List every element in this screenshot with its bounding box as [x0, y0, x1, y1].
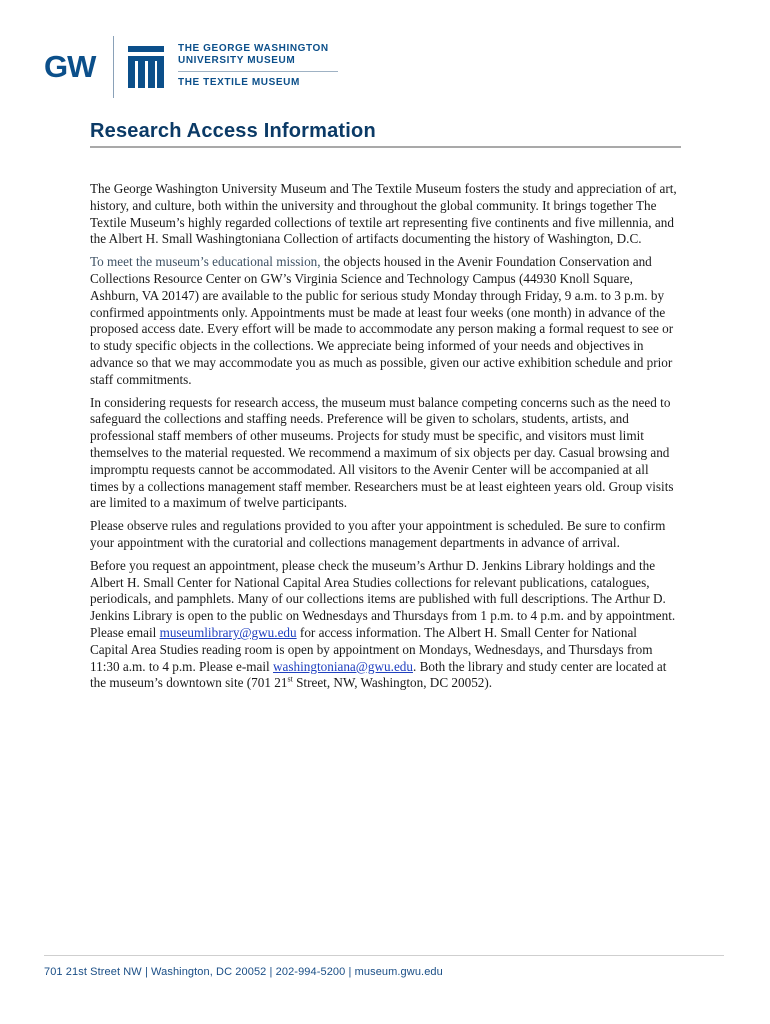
gw-logo: GW: [44, 49, 96, 84]
footer-address: 701 21st Street NW | Washington, DC 20052 | 202-994-5200 | museum.gwu.edu: [44, 966, 443, 978]
paragraph-text: the objects housed in the Avenir Foundation Conservation and Collections Resource Center on GW’s Virginia Science and Technology Campus (44930 Knoll Square, Ashburn, VA 20147) are available to the public for serious study Monday through Friday, 9 a.m. to 3 p.m. by confirmed appointments only. Appointments must be made at least four weeks (one month) in advance of the proposed access date. Every effort will be made to accommodate any person making a formal request to see or to study specific objects in the collections. We appreciate being informed of your needs and objectives in advance so that we may accommodate you as much as possible, given our active exhibition schedule and prior staff commitments.: [90, 254, 674, 387]
washingtoniana-email-link[interactable]: washingtoniana@gwu.edu: [273, 658, 413, 674]
paragraph-access-hours: [90, 254, 678, 388]
museumlibrary-email-link[interactable]: museumlibrary@gwu.edu: [159, 624, 297, 640]
title-divider: [90, 146, 681, 148]
org-divider: [178, 71, 338, 72]
paragraph-requests: In considering requests for research access, the museum must balance competing concerns such as the need to safeguard the collections and staffing needs. Preference will be given to scholars, students, artists, and professional staff members of other museums. Projects for study must be specific, and visitors must limit themselves to the material requested. We recommend a maximum of six objects per day. Casual browsing and impromptu requests cannot be accommodated. All visitors to the Avenir Center will be accompanied at all times by a collections management staff member. Researchers must be at least eighteen years old. Group visits are limited to a maximum of twelve participants.: [90, 394, 674, 511]
paragraph-lead: To meet the museum’s educational mission,: [90, 254, 321, 270]
paragraph-text: for access information. The Albert H. Small Center for National Capital Area Studies reading room is open by appointment on Mondays, Wednesdays, and Thursdays from 11:30 a.m. to 4 p.m. Please e-mail: [90, 624, 653, 674]
paragraph-text: Before you request an appointment, please check the museum’s Arthur D. Jenkins Library holdings and the Albert H. Small Center for National Capital Area Studies collections for relevant publications, catalogues, periodicals, and pamphlets. Many of our collections items are published with full descriptions. The Arthur D. Jenkins Library is open to the public on Wednesdays and Thursdays from 1 p.m. to 4 p.m. and by appointment. Please email: [90, 557, 676, 640]
org-line-2: UNIVERSITY MUSEUM: [178, 55, 296, 66]
org-line-1: THE GEORGE WASHINGTON: [178, 43, 329, 54]
organization-name: [178, 43, 338, 89]
ordinal-suffix: st: [287, 674, 293, 684]
paragraph-rules: Please observe rules and regulations provided to you after your appointment is scheduled. Be sure to confirm your appointment with the curatorial and collections management departments in advance of arrival.: [90, 518, 666, 550]
document-body: [90, 181, 678, 698]
letterhead: [44, 36, 364, 100]
paragraph-intro: The George Washington University Museum and The Textile Museum fosters the study and appreciation of art, history, and culture, both within the university and throughout the global community. It brings together The Textile Museum’s highly regarded collections of textile art representing five continents and five millennia, and the Albert H. Small Washingtoniana Collection of artifacts documenting the history of Washington, D.C.: [90, 181, 677, 247]
logo-divider: [113, 36, 114, 98]
paragraph-text: . Both the library and study center are located at the museum’s downtown site (701 21: [90, 658, 667, 691]
org-line-3: THE TEXTILE MUSEUM: [178, 77, 300, 88]
textile-museum-logo-icon: [128, 46, 164, 88]
page-title: Research Access Information: [90, 120, 376, 142]
paragraph-library: [90, 558, 678, 692]
paragraph-text: Street, NW, Washington, DC 20052).: [292, 675, 493, 691]
footer-divider: [44, 955, 724, 956]
